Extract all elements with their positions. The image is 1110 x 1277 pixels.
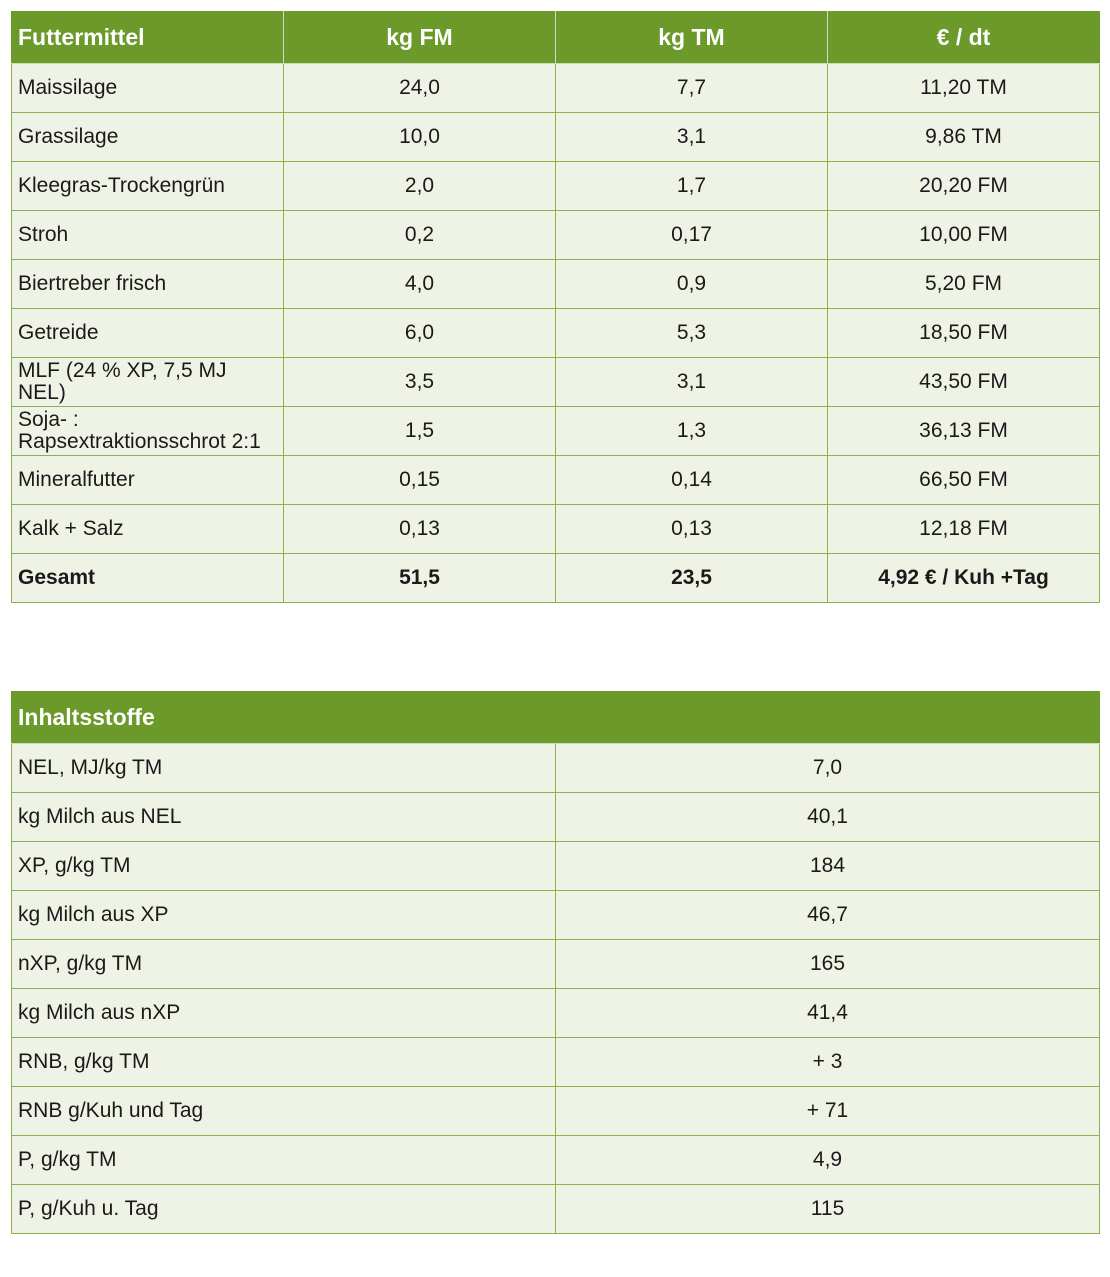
kg-fm-cell: 0,2 [284,211,556,260]
nutrient-value-cell: 165 [556,940,1100,989]
kg-fm-cell: 24,0 [284,64,556,113]
price-cell: 11,20 TM [828,64,1100,113]
table-row [12,989,1100,1038]
nutrient-table [11,691,1100,1234]
table-row [12,1038,1100,1087]
feed-name-cell: Biertreber frisch [12,260,284,309]
kg-fm-cell: 0,15 [284,456,556,505]
table-row [12,260,1100,309]
table-row [12,891,1100,940]
price-cell: 5,20 FM [828,260,1100,309]
feed-name-cell: MLF (24 % XP, 7,5 MJ NEL) [12,358,284,407]
table-row [12,842,1100,891]
table-row [12,1087,1100,1136]
price-cell: 12,18 FM [828,505,1100,554]
nutrient-value-cell: 115 [556,1185,1100,1234]
feed-name-cell: Mineralfutter [12,456,284,505]
price-cell: 9,86 TM [828,113,1100,162]
table-row [12,113,1100,162]
nutrient-header-row [12,692,1100,744]
table-row [12,64,1100,113]
feed-name-cell: Gesamt [12,554,284,603]
table-row [12,358,1100,407]
nutrient-value-cell: 41,4 [556,989,1100,1038]
price-cell: 36,13 FM [828,407,1100,456]
nutrient-name-cell: P, g/kg TM [12,1136,556,1185]
nutrient-value-cell: 7,0 [556,744,1100,793]
nutrient-value-cell: 40,1 [556,793,1100,842]
col-header-kg-fm: kg FM [284,12,556,64]
price-cell: 18,50 FM [828,309,1100,358]
price-cell: 10,00 FM [828,211,1100,260]
table-row [12,211,1100,260]
kg-tm-cell: 1,3 [556,407,828,456]
kg-tm-cell: 5,3 [556,309,828,358]
table-row [12,793,1100,842]
table-row [12,505,1100,554]
kg-fm-cell: 51,5 [284,554,556,603]
feed-name-cell: Grassilage [12,113,284,162]
col-header-feed: Futtermittel [12,12,284,64]
table-row [12,309,1100,358]
nutrient-name-cell: RNB, g/kg TM [12,1038,556,1087]
total-row [12,554,1100,603]
kg-tm-cell: 23,5 [556,554,828,603]
price-cell: 4,92 € / Kuh +Tag [828,554,1100,603]
table-row [12,1185,1100,1234]
kg-tm-cell: 0,17 [556,211,828,260]
feed-name-cell: Maissilage [12,64,284,113]
feed-name-cell: Kalk + Salz [12,505,284,554]
kg-tm-cell: 0,9 [556,260,828,309]
nutrient-name-cell: RNB g/Kuh und Tag [12,1087,556,1136]
nutrient-header: Inhaltsstoffe [12,692,1100,744]
feed-name-cell: Getreide [12,309,284,358]
table-row [12,744,1100,793]
feed-name-cell: Kleegras-Trockengrün [12,162,284,211]
kg-tm-cell: 3,1 [556,358,828,407]
feed-ration-table [11,11,1100,603]
kg-fm-cell: 3,5 [284,358,556,407]
kg-tm-cell: 0,13 [556,505,828,554]
feed-name-cell: Soja- : Rapsextraktionsschrot 2:1 [12,407,284,456]
nutrient-name-cell: NEL, MJ/kg TM [12,744,556,793]
kg-tm-cell: 7,7 [556,64,828,113]
nutrient-name-cell: P, g/Kuh u. Tag [12,1185,556,1234]
nutrient-name-cell: kg Milch aus nXP [12,989,556,1038]
kg-tm-cell: 0,14 [556,456,828,505]
table-row [12,940,1100,989]
kg-fm-cell: 1,5 [284,407,556,456]
table-row [12,407,1100,456]
nutrient-value-cell: 46,7 [556,891,1100,940]
kg-fm-cell: 10,0 [284,113,556,162]
nutrient-name-cell: kg Milch aus NEL [12,793,556,842]
kg-tm-cell: 1,7 [556,162,828,211]
nutrient-name-cell: XP, g/kg TM [12,842,556,891]
nutrient-value-cell: 184 [556,842,1100,891]
nutrient-value-cell: + 71 [556,1087,1100,1136]
kg-fm-cell: 4,0 [284,260,556,309]
table-row [12,456,1100,505]
price-cell: 66,50 FM [828,456,1100,505]
kg-tm-cell: 3,1 [556,113,828,162]
price-cell: 20,20 FM [828,162,1100,211]
feed-header-row [12,12,1100,64]
nutrient-name-cell: nXP, g/kg TM [12,940,556,989]
col-header-price: € / dt [828,12,1100,64]
kg-fm-cell: 6,0 [284,309,556,358]
price-cell: 43,50 FM [828,358,1100,407]
nutrient-value-cell: 4,9 [556,1136,1100,1185]
nutrient-name-cell: kg Milch aus XP [12,891,556,940]
kg-fm-cell: 0,13 [284,505,556,554]
table-row [12,1136,1100,1185]
table-row [12,162,1100,211]
nutrient-value-cell: + 3 [556,1038,1100,1087]
kg-fm-cell: 2,0 [284,162,556,211]
col-header-kg-tm: kg TM [556,12,828,64]
feed-name-cell: Stroh [12,211,284,260]
